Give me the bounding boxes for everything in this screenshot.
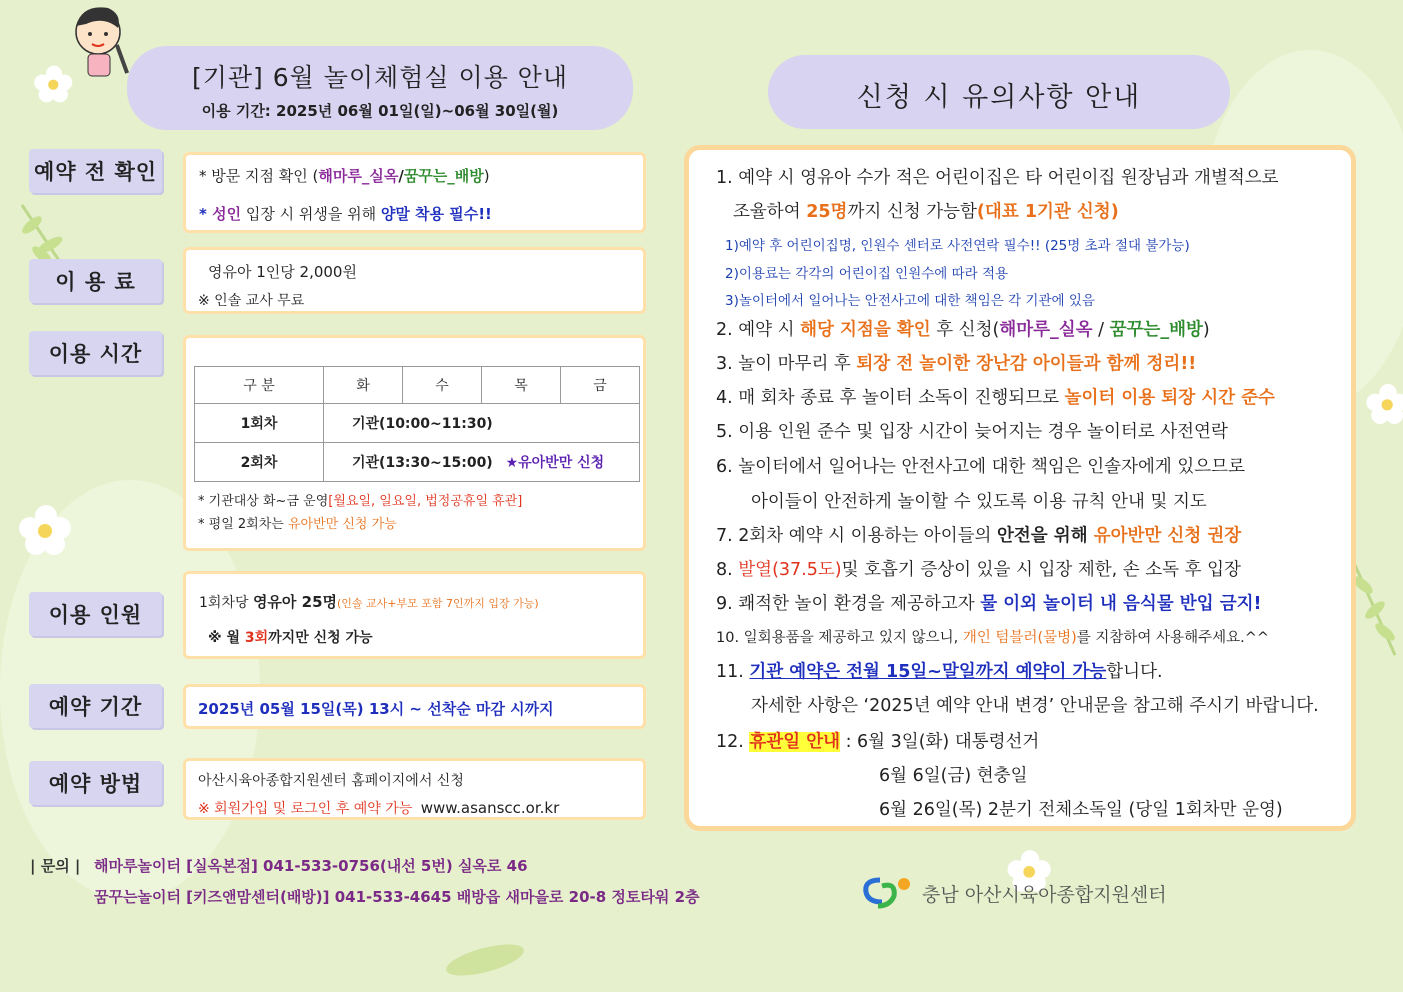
table-header-cell: 금 bbox=[560, 367, 639, 404]
time-box bbox=[183, 335, 646, 551]
text: 3. 놀이 마무리 후 bbox=[716, 354, 857, 374]
label-method: 예약 방법 bbox=[29, 761, 162, 805]
max-25: 25명 bbox=[806, 202, 848, 222]
page-title: [기관] 6월 놀이체험실 이용 안내 bbox=[191, 63, 568, 92]
notice-rules-box bbox=[684, 145, 1356, 831]
contact-line1: 해마루놀이터 [실옥본점] 041-533-0756(내선 5번) 실옥로 46 bbox=[94, 857, 528, 875]
method-line2 bbox=[198, 798, 559, 818]
session-name: 1회차 bbox=[195, 404, 324, 443]
rule-12 bbox=[716, 728, 1039, 753]
time-note1 bbox=[198, 490, 522, 509]
rule-7 bbox=[716, 522, 1241, 547]
text: 까지 신청 가능함 bbox=[847, 202, 977, 222]
method-box bbox=[183, 758, 646, 820]
closed-days-highlight: 휴관일 안내 bbox=[749, 732, 841, 752]
table-row bbox=[195, 404, 640, 443]
notice-title: 신청 시 유의사항 안내 bbox=[856, 82, 1142, 113]
session-name: 2회차 bbox=[195, 443, 324, 482]
rule-1b bbox=[733, 198, 1119, 223]
rule-11b: 자세한 사항은 ‘2025년 예약 안내 변경’ 안내문을 참고해 주시기 바랍니다. bbox=[751, 696, 1319, 716]
text: 입장 시 위생을 위해 bbox=[241, 205, 381, 223]
table-header-cell: 수 bbox=[402, 367, 481, 404]
rule-sub-3: 3)놀이터에서 일어나는 안전사고에 대한 책임은 각 기관에 있음 bbox=[725, 293, 1095, 309]
text: 후 신청( bbox=[930, 320, 1000, 340]
keep-exit-time: 놀이터 이용 퇴장 시간 준수 bbox=[1064, 388, 1275, 408]
header-pill bbox=[127, 46, 633, 130]
text: / bbox=[1092, 320, 1110, 340]
label-time: 이용 시간 bbox=[29, 331, 162, 375]
for-safety: 안전을 위해 bbox=[996, 526, 1088, 546]
rule-9 bbox=[716, 590, 1262, 615]
fee-box bbox=[183, 247, 646, 314]
text: * 평일 2회차는 bbox=[198, 517, 288, 532]
branch-baebang: 꿈꾸는_배방 bbox=[403, 167, 484, 185]
cleanup-toys: 퇴장 전 놀이한 장난감 아이들과 함께 정리!! bbox=[856, 354, 1197, 374]
session-time-text: 기관(13:30~15:00) bbox=[352, 455, 493, 471]
flower-icon bbox=[16, 500, 76, 560]
text: * 기관대상 화~금 운영 bbox=[198, 494, 329, 509]
fever: 발열(37.5도) bbox=[738, 560, 842, 580]
text: 7. 2회차 예약 시 이용하는 아이들의 bbox=[716, 526, 997, 546]
capacity-box bbox=[183, 571, 646, 659]
text: * 방문 지점 확인 ( bbox=[199, 167, 319, 185]
closed-days: [월요일, 일요일, 법정공휴일 휴관] bbox=[328, 494, 523, 509]
capacity-count: 영유아 25명 bbox=[252, 593, 337, 611]
period-text: 2025년 05월 15일(목) 13시 ~ 선착순 마감 시까지 bbox=[198, 700, 554, 718]
center-logo-text: 충남 아산시육아종합지원센터 bbox=[922, 884, 1167, 906]
login-required: ※ 회원가입 및 로그인 후 예약 가능 bbox=[198, 801, 413, 817]
text: ) bbox=[1202, 320, 1210, 340]
session-time bbox=[324, 404, 640, 443]
text: 12. bbox=[716, 732, 750, 752]
text: 를 지참하여 사용해주세요.^^ bbox=[1076, 630, 1269, 646]
capacity-note: (인솔 교사+부모 포함 7인까지 입장 가능) bbox=[337, 597, 539, 610]
table-header-cell: 구 분 bbox=[195, 367, 324, 404]
branch-haemaru: 해마루_실옥 bbox=[999, 320, 1093, 340]
text: 11. bbox=[716, 662, 750, 682]
text: 합니다. bbox=[1106, 662, 1163, 682]
pre-check-line1 bbox=[199, 165, 490, 186]
text: 까지만 신청 가능 bbox=[268, 630, 373, 646]
text: 2. 예약 시 bbox=[716, 320, 801, 340]
booking-window: 기관 예약은 전월 15일~말일까지 예약이 가능 bbox=[749, 662, 1107, 682]
text: : 6월 3일(화) 대통령선거 bbox=[840, 732, 1040, 752]
no-food: 물 이외 놀이터 내 음식물 반입 금지! bbox=[980, 594, 1262, 614]
rule-5: 5. 이용 인원 준수 및 입장 시간이 늦어지는 경우 놀이터로 사전연락 bbox=[716, 422, 1228, 442]
table-header-cell: 목 bbox=[481, 367, 560, 404]
time-table bbox=[194, 366, 640, 482]
pre-check-box bbox=[183, 152, 646, 233]
monthly-limit: 3회 bbox=[244, 630, 269, 646]
label-fee: 이 용 료 bbox=[29, 259, 162, 303]
rule-12b: 6월 6일(금) 현충일 bbox=[879, 766, 1028, 786]
leaf-icon bbox=[440, 940, 530, 980]
capacity-line2 bbox=[208, 627, 373, 647]
adult-text: 성인 bbox=[212, 205, 242, 223]
text: 조율하여 bbox=[733, 202, 807, 222]
session-time-text: 기관(10:00~11:30) bbox=[352, 416, 493, 432]
rule-3 bbox=[716, 350, 1196, 375]
table-header-row bbox=[195, 367, 640, 404]
branch-haemaru: 해마루_실옥 bbox=[318, 167, 399, 185]
socks-required: 양말 착용 필수!! bbox=[380, 205, 492, 223]
text: 8. bbox=[716, 560, 739, 580]
kindergarten-recommended: 유아반만 신청 권장 bbox=[1087, 526, 1242, 546]
contact-line2: 꿈꾸는놀이터 [키즈앤맘센터(배방)] 041-533-4645 배방읍 새마을로 20-8 정토타워 2층 bbox=[94, 888, 700, 906]
usage-period: 이용 기간: 2025년 06월 01일(일)~06월 30일(월) bbox=[201, 102, 559, 120]
rule-12c: 6월 26일(목) 2분기 전체소독일 (당일 1회차만 운영) bbox=[879, 800, 1283, 820]
notice-title-pill bbox=[768, 55, 1230, 129]
rule-2 bbox=[716, 316, 1210, 341]
table-row bbox=[195, 443, 640, 482]
fee-line1: 영유아 1인당 2,000원 bbox=[208, 263, 357, 281]
rule-4 bbox=[716, 384, 1275, 409]
branch-baebang: 꿈꾸는_배방 bbox=[1109, 320, 1203, 340]
center-logo-icon bbox=[860, 872, 916, 912]
rule-8 bbox=[716, 556, 1241, 581]
pre-check-line2 bbox=[199, 203, 492, 224]
fee-line2: ※ 인솔 교사 무료 bbox=[198, 293, 305, 309]
website-link[interactable]: www.asanscc.or.kr bbox=[420, 799, 560, 817]
text: 및 호흡기 증상이 있을 시 입장 제한, 손 소독 후 입장 bbox=[841, 560, 1241, 580]
label-capacity: 이용 인원 bbox=[29, 592, 162, 636]
flower-icon bbox=[1364, 380, 1403, 428]
rule-11 bbox=[716, 658, 1163, 683]
rule-sub-1: 1)예약 후 어린이집명, 인원수 센터로 사전연락 필수!! (25명 초과 절대 불가능) bbox=[725, 238, 1190, 254]
contact-label: | 문의 | bbox=[30, 857, 81, 875]
rule-sub-2: 2)이용료는 각각의 어린이집 인원수에 따라 적용 bbox=[725, 266, 1009, 282]
time-note2 bbox=[198, 513, 397, 532]
method-line1: 아산시육아종합지원센터 홈페이지에서 신청 bbox=[198, 773, 464, 789]
text: 9. 쾌적한 놀이 환경을 제공하고자 bbox=[716, 594, 981, 614]
one-institution: (대표 1기관 신청) bbox=[976, 202, 1119, 222]
text: 10. 일회용품을 제공하고 있지 않으니, bbox=[716, 630, 963, 646]
table-header-cell: 화 bbox=[324, 367, 403, 404]
text: ※ 월 bbox=[208, 630, 245, 646]
text: * bbox=[199, 205, 213, 223]
text: / bbox=[398, 167, 404, 185]
rule-1a: 1. 예약 시 영유아 수가 적은 어린이집은 타 어린이집 원장님과 개별적으로 bbox=[716, 168, 1279, 188]
rule-10 bbox=[716, 626, 1269, 647]
session-time bbox=[324, 443, 640, 482]
label-period: 예약 기간 bbox=[29, 684, 162, 728]
label-pre-check: 예약 전 확인 bbox=[29, 149, 162, 193]
tumbler: 개인 텀블러(물병) bbox=[962, 630, 1077, 646]
rule-6b: 아이들이 안전하게 놀이할 수 있도록 이용 규칙 안내 및 지도 bbox=[751, 492, 1207, 512]
capacity-line1 bbox=[199, 591, 539, 612]
kindergarten-only: 유아반만 신청 가능 bbox=[287, 517, 397, 532]
session-note: ★유아반만 신청 bbox=[505, 455, 605, 471]
text: 4. 매 회차 종료 후 놀이터 소독이 진행되므로 bbox=[716, 388, 1065, 408]
period-box bbox=[183, 684, 646, 729]
rule-6a: 6. 놀이터에서 일어나는 안전사고에 대한 책임은 인솔자에게 있으므로 bbox=[716, 457, 1245, 477]
check-branch: 해당 지점을 확인 bbox=[800, 320, 931, 340]
text: 1회차당 bbox=[199, 595, 253, 611]
text: ) bbox=[483, 167, 490, 185]
